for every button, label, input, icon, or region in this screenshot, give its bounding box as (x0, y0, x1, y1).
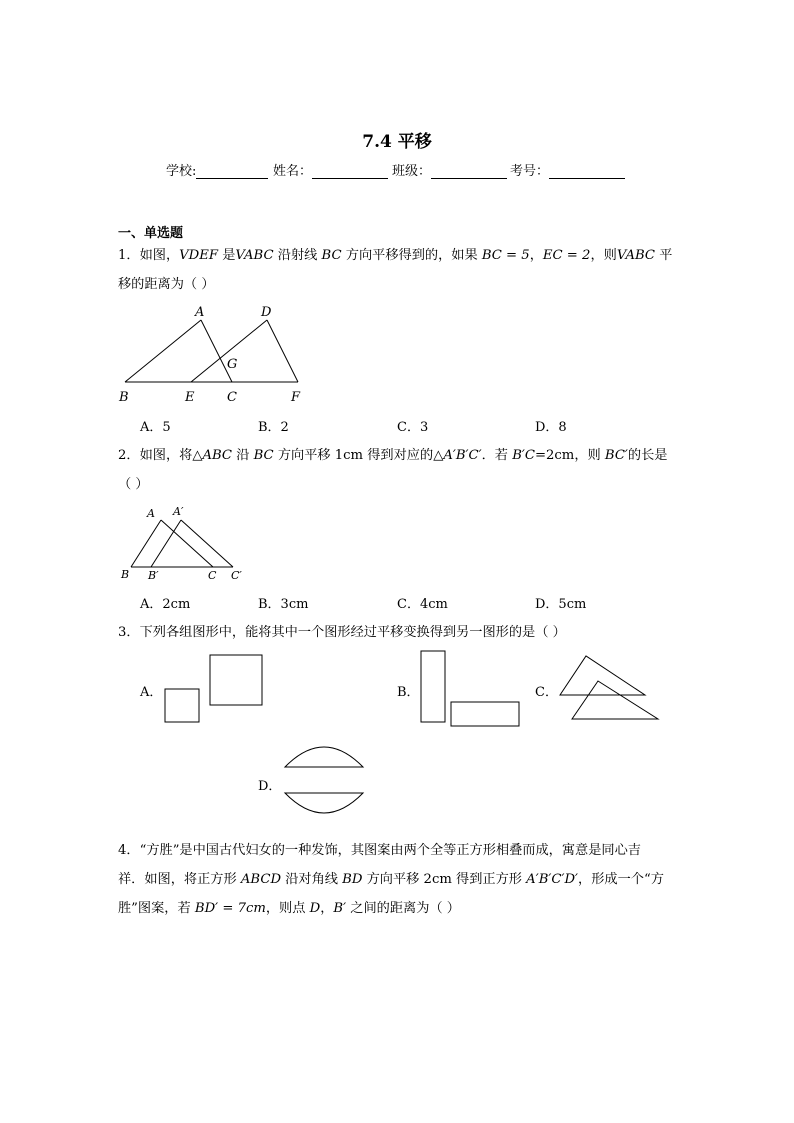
question-4-line-2 (118, 869, 664, 891)
q1-label-b: B (119, 390, 129, 405)
class-label: 班级： (392, 164, 432, 179)
triangle-upper (560, 656, 645, 695)
q1-label-d: D (261, 305, 272, 320)
q1-option-a[interactable]: A．5 (140, 420, 171, 435)
school-label: 学校: (166, 164, 197, 179)
q4-square-prime: A′B′C′D′ (526, 872, 579, 887)
q1-triangle-abc: VABC (616, 248, 655, 263)
q2-option-d[interactable]: D．5cm (535, 597, 587, 612)
number-label: 考号： (510, 164, 550, 179)
q4-text: 祥．如图，将正方形 (118, 872, 241, 887)
q1-line-df (267, 320, 298, 382)
q1-equation-bc: BC = 5 (481, 248, 530, 263)
q3-option-a-figure (160, 650, 270, 730)
q1-label-e: E (185, 390, 195, 405)
q1-line-ab (125, 320, 201, 382)
class-field (392, 160, 507, 179)
q2-option-c[interactable]: C．4cm (397, 597, 448, 612)
q4-text: 沿对角线 (281, 872, 343, 887)
question-1-line-2: 移的距离为（ ） (118, 277, 215, 292)
semicircle-bottom (285, 793, 363, 813)
q2-triangle-prime: △A′B′C′ (433, 448, 482, 463)
q1-text: 沿射线 (273, 248, 322, 263)
q4-text: ，则点 (265, 901, 310, 916)
q4-text: ， (320, 901, 334, 916)
number-blank (549, 164, 625, 179)
q4-square-abcd: ABCD (240, 872, 282, 887)
q2-line-ab (131, 520, 161, 567)
class-blank (431, 164, 507, 179)
q1-option-b[interactable]: B．2 (258, 420, 289, 435)
question-1-line-1 (118, 245, 672, 267)
q2-option-a[interactable]: A．2cm (140, 597, 191, 612)
q3-option-c-label[interactable]: C． (535, 685, 558, 700)
q4-text: 胜”图案，若 (118, 901, 195, 916)
q2-label-b: B (121, 568, 130, 581)
q1-equation-ec: EC = 2 (542, 248, 591, 263)
name-field (273, 160, 388, 179)
q4-equation-bdp: BD′ = 7cm (194, 901, 266, 916)
school-field (166, 160, 268, 179)
q1-text: ， (529, 248, 543, 263)
q2-label-a-prime: A′ (173, 505, 184, 518)
q2-line-apbp (151, 520, 181, 567)
q4-point-b-prime: B′ (333, 901, 347, 916)
vertical-rectangle (421, 651, 445, 722)
q3-option-b-label[interactable]: B． (397, 685, 420, 700)
q1-triangle-def: VDEF (179, 248, 219, 263)
q2-triangle-abc: △ABC (192, 448, 233, 463)
q1-text: 1．如图， (118, 248, 180, 263)
q2-option-b[interactable]: B．3cm (258, 597, 309, 612)
school-blank (196, 164, 268, 179)
q1-option-c[interactable]: C．3 (397, 420, 429, 435)
q2-label-c-prime: C′ (231, 569, 242, 582)
q1-text: 平 (655, 248, 673, 263)
q4-diagonal-bd: BD (342, 872, 363, 887)
q4-text: ，形成一个“方 (578, 872, 664, 887)
q3-option-c-figure (555, 650, 665, 725)
q2-segment-bc: BC (253, 448, 274, 463)
question-2-line-2: （ ） (118, 477, 149, 492)
q1-line-ac (201, 320, 232, 382)
q4-text: 方向平移 2cm 得到正方形 (362, 872, 527, 887)
name-label: 姓名： (273, 164, 313, 179)
q4-text: 之间的距离为（ ） (346, 901, 460, 916)
semicircle-top (285, 747, 363, 767)
name-blank (312, 164, 388, 179)
q1-label-a: A (195, 305, 205, 320)
triangle-lower (572, 681, 658, 719)
q2-text: ．若 (481, 448, 513, 463)
q3-option-d-figure (280, 735, 370, 820)
q3-option-d-label[interactable]: D． (258, 779, 282, 794)
q2-text: 方向平移 1cm 得到对应的 (273, 448, 434, 463)
q2-label-b-prime: B′ (148, 569, 159, 582)
page-title: 7.4 平移 (362, 132, 432, 152)
question-4-line-3 (118, 898, 460, 920)
q2-segment-bpc: B′C (512, 448, 535, 463)
large-square (210, 655, 262, 705)
q1-text: 是 (218, 248, 236, 263)
q2-label-c: C (208, 569, 217, 582)
q2-segment-bcp: BC′ (604, 448, 628, 463)
q1-text: 方向平移得到的，如果 (341, 248, 482, 263)
question-2-line-1 (118, 445, 667, 467)
question-4-line-1: 4．“方胜”是中国古代妇女的一种发饰，其图案由两个全等正方形相叠而成，寓意是同心吉 (118, 843, 641, 858)
q1-figure (115, 302, 315, 408)
q1-text: ，则 (590, 248, 617, 263)
q2-line-ac (161, 520, 213, 567)
question-3-text: 3．下列各组图形中，能将其中一个图形经过平移变换得到另一图形的是（ ） (118, 625, 566, 640)
q2-line-apcp (181, 520, 233, 567)
q1-label-c: C (227, 390, 237, 405)
q1-label-g: G (227, 357, 238, 372)
q1-label-f: F (291, 390, 301, 405)
section-heading: 一、单选题 (118, 226, 184, 241)
q2-text: 2．如图，将 (118, 448, 193, 463)
number-field (510, 160, 625, 179)
q2-figure (115, 502, 255, 586)
horizontal-rectangle (451, 702, 519, 726)
q2-text: 沿 (232, 448, 254, 463)
q2-text: =2cm，则 (534, 448, 605, 463)
q1-option-d[interactable]: D．8 (535, 420, 567, 435)
q3-option-a-label[interactable]: A． (140, 685, 163, 700)
q4-point-d: D (309, 901, 321, 916)
q1-segment-bc: BC (321, 248, 342, 263)
small-square (165, 689, 199, 722)
q2-text: 的长是 (627, 448, 668, 463)
q1-line-ed (191, 320, 267, 382)
q2-label-a: A (147, 507, 155, 520)
q3-option-b-figure (415, 645, 525, 730)
q1-triangle-abc: VABC (235, 248, 274, 263)
